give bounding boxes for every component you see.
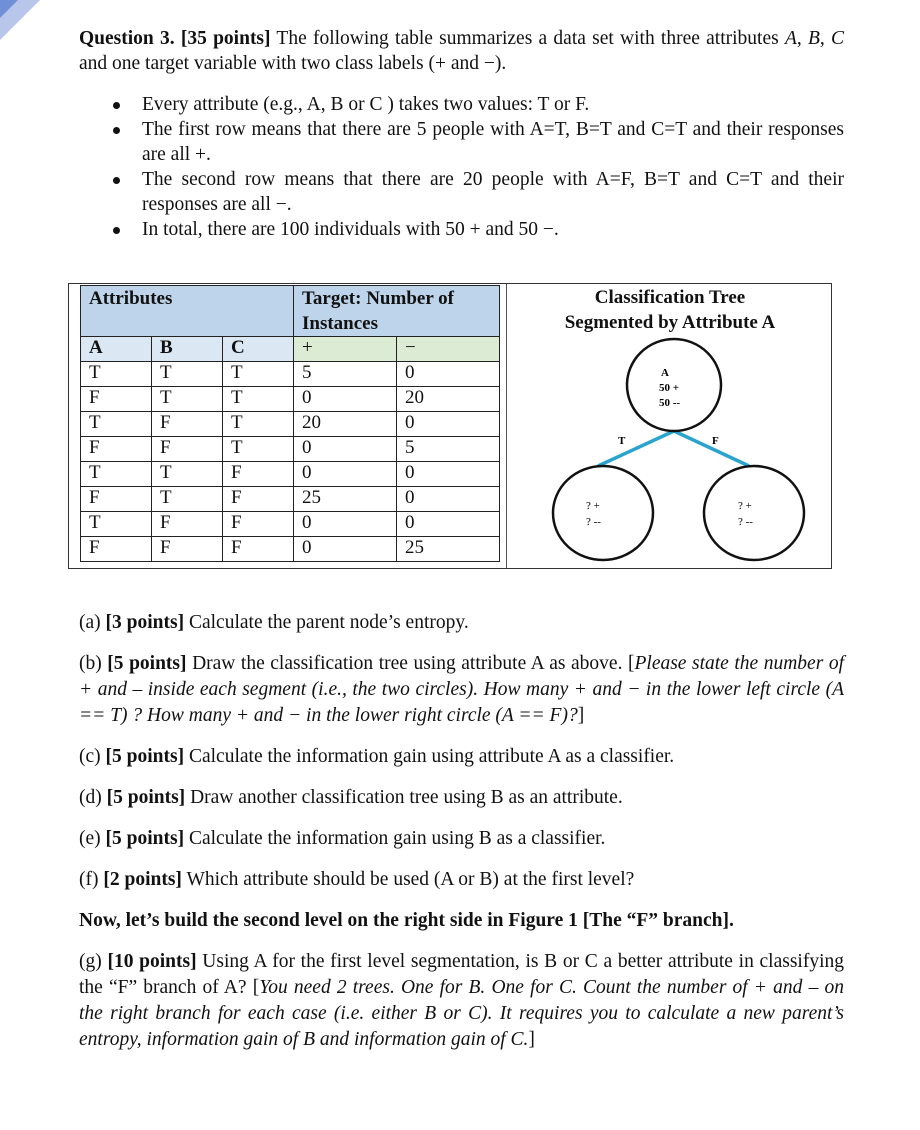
cell-b: F xyxy=(152,537,223,562)
bullet-item: In total, there are 100 individuals with 50 + and 50 −. xyxy=(142,217,844,242)
attr-a: A xyxy=(784,28,797,49)
cell-b: T xyxy=(152,487,223,512)
attributes-header: Attributes xyxy=(81,286,294,337)
cell-positive: 0 xyxy=(294,387,397,412)
col-header-positive: + xyxy=(294,337,397,362)
cell-c: F xyxy=(223,487,294,512)
branch-label-f: F xyxy=(712,435,719,447)
intro-text: The following table summarizes a data set with three attributes xyxy=(276,28,779,49)
table-row xyxy=(81,512,500,537)
question-intro-block xyxy=(79,26,844,242)
table-row xyxy=(81,537,500,562)
root-pos: 50 + xyxy=(659,382,680,394)
left-child-node xyxy=(553,466,653,560)
question-label: Question 3 xyxy=(79,28,170,49)
cell-a: F xyxy=(81,487,152,512)
col-header-b: B xyxy=(152,337,223,362)
part-d: (d) [5 points] Draw another classification tree using B as an attribute. xyxy=(79,787,623,808)
tree-title-line2: Segmented by Attribute A xyxy=(564,312,776,333)
question-parts xyxy=(79,610,844,1053)
part-c: (c) [5 points] Calculate the information gain using attribute A as a classifier. xyxy=(79,746,675,767)
root-neg: 50 -- xyxy=(659,397,681,409)
cell-negative: 25 xyxy=(397,537,500,562)
figure-1 xyxy=(68,283,832,569)
question-points: [35 points] xyxy=(180,28,271,49)
cell-a: T xyxy=(81,462,152,487)
cell-positive: 0 xyxy=(294,512,397,537)
cell-c: T xyxy=(223,362,294,387)
cell-a: T xyxy=(81,512,152,537)
right-child-pos: ? + xyxy=(738,500,752,512)
bullet-list xyxy=(79,92,844,242)
cell-c: T xyxy=(223,412,294,437)
figure-divider xyxy=(506,284,507,568)
tree-title-line1: Classification Tree xyxy=(594,287,746,308)
col-header-negative: − xyxy=(397,337,500,362)
cell-b: F xyxy=(152,512,223,537)
cell-positive: 0 xyxy=(294,462,397,487)
part-a: (a) [3 points] Calculate the parent node’s entropy. xyxy=(79,612,469,633)
cell-b: F xyxy=(152,412,223,437)
cell-negative: 5 xyxy=(397,437,500,462)
cell-positive: 25 xyxy=(294,487,397,512)
question-intro: Question 3. [35 points] The following table summarizes a data set with three attributes A, B, C and one target variable with two class labels (+ and −). xyxy=(79,28,845,74)
cell-positive: 0 xyxy=(294,537,397,562)
part-f: (f) [2 points] Which attribute should be used (A or B) at the first level? xyxy=(79,869,635,890)
target-header: Target: Number of Instances xyxy=(294,286,500,337)
cell-a: T xyxy=(81,362,152,387)
table-row xyxy=(81,462,500,487)
cell-b: T xyxy=(152,462,223,487)
classification-tree xyxy=(509,284,831,567)
left-child-neg: ? -- xyxy=(586,516,601,528)
right-child-node xyxy=(704,466,804,560)
cell-b: F xyxy=(152,437,223,462)
cell-c: F xyxy=(223,537,294,562)
cell-negative: 20 xyxy=(397,387,500,412)
cell-negative: 0 xyxy=(397,412,500,437)
part-g: (g) [10 points] Using A for the first level segmentation, is B or C a better attribute in classifying the “F” branch of A? [You need 2 trees. One for B. One for C. Count the number of + and – on the right branch for each case (i.e. either B or C). It requires you to calculate a new parent’s entropy, information gain of B and information gain of C.] xyxy=(79,951,844,1050)
cell-a: F xyxy=(81,537,152,562)
table-row xyxy=(81,437,500,462)
col-header-c: C xyxy=(223,337,294,362)
root-label: A xyxy=(661,367,669,379)
cell-positive: 5 xyxy=(294,362,397,387)
bullet-item: The first row means that there are 5 people with A=T, B=T and C=T and their responses are all +. xyxy=(142,119,844,165)
table-row xyxy=(81,487,500,512)
bullet-item: Every attribute (e.g., A, B or C ) takes two values: T or F. xyxy=(142,92,844,117)
cell-c: T xyxy=(223,437,294,462)
table-row xyxy=(81,412,500,437)
attr-b: B xyxy=(807,28,820,49)
cell-b: T xyxy=(152,362,223,387)
right-child-neg: ? -- xyxy=(738,516,753,528)
col-header-a: A xyxy=(81,337,152,362)
cell-negative: 0 xyxy=(397,487,500,512)
cell-a: F xyxy=(81,387,152,412)
attr-c: C xyxy=(831,28,845,49)
cell-negative: 0 xyxy=(397,362,500,387)
cell-positive: 20 xyxy=(294,412,397,437)
cell-negative: 0 xyxy=(397,462,500,487)
table-row xyxy=(81,387,500,412)
page-corner-fold xyxy=(0,0,18,18)
edge-left xyxy=(598,431,674,466)
cell-a: T xyxy=(81,412,152,437)
cell-a: F xyxy=(81,437,152,462)
data-table xyxy=(80,285,500,562)
cell-b: T xyxy=(152,387,223,412)
part-b: (b) [5 points] Draw the classification tree using attribute A as above. [Please state the number of + and – inside each segment (i.e., the two circles). How many + and − in the lower left circle (A == T) ? How many + and − in the lower right circle (A == F)?] xyxy=(79,653,845,726)
bullet-item: The second row means that there are 20 people with A=F, B=T and C=T and their responses are all −. xyxy=(142,169,844,215)
left-child-pos: ? + xyxy=(586,500,600,512)
branch-label-t: T xyxy=(618,435,626,447)
tree-diagram xyxy=(509,284,831,567)
cell-negative: 0 xyxy=(397,512,500,537)
section-heading: Now, let’s build the second level on the right side in Figure 1 [The “F” branch]. xyxy=(79,910,734,931)
cell-positive: 0 xyxy=(294,437,397,462)
intro-tail: and one target variable with two class labels (+ and −). xyxy=(79,53,507,74)
cell-c: T xyxy=(223,387,294,412)
cell-c: F xyxy=(223,512,294,537)
cell-c: F xyxy=(223,462,294,487)
table-row xyxy=(81,362,500,387)
part-e: (e) [5 points] Calculate the information gain using B as a classifier. xyxy=(79,828,606,849)
